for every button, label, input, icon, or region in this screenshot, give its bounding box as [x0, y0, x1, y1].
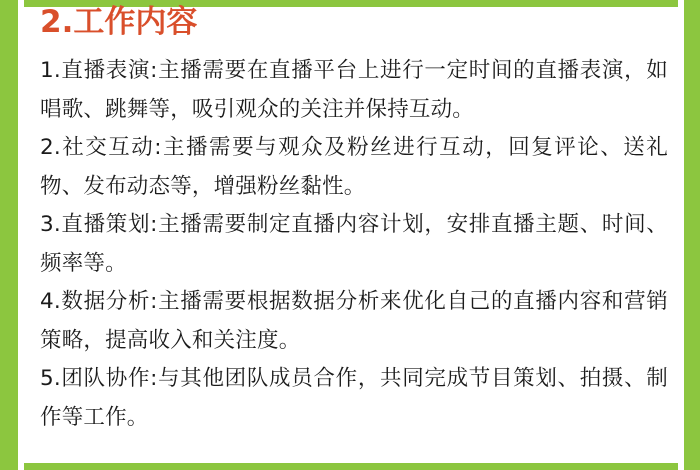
paragraph-item: 3.直播策划:主播需要制定直播内容计划，安排直播主题、时间、频率等。: [40, 212, 668, 276]
section-heading: 2.工作内容: [40, 4, 198, 40]
paragraph-item: 4.数据分析:主播需要根据数据分析来优化自己的直播内容和营销策略，提高收入和关注度。: [40, 289, 668, 353]
frame-border-left: [0, 0, 18, 470]
paragraph-list: [40, 52, 668, 437]
paragraph-item: 2.社交互动:主播需要与观众及粉丝进行互动，回复评论、送礼物、发布动态等，增强粉丝黏性。: [40, 135, 668, 199]
paragraph-item: 1.直播表演:主播需要在直播平台上进行一定时间的直播表演，如唱歌、跳舞等，吸引观众的关注并保持互动。: [40, 58, 668, 122]
document-content: [40, 0, 668, 470]
paragraph-item: 5.团队协作:与其他团队成员合作，共同完成节目策划、拍摄、制作等工作。: [40, 366, 668, 430]
frame-border-right-gap: [678, 0, 684, 470]
frame-border-right: [684, 0, 700, 470]
frame-border-left-gap: [18, 0, 24, 470]
